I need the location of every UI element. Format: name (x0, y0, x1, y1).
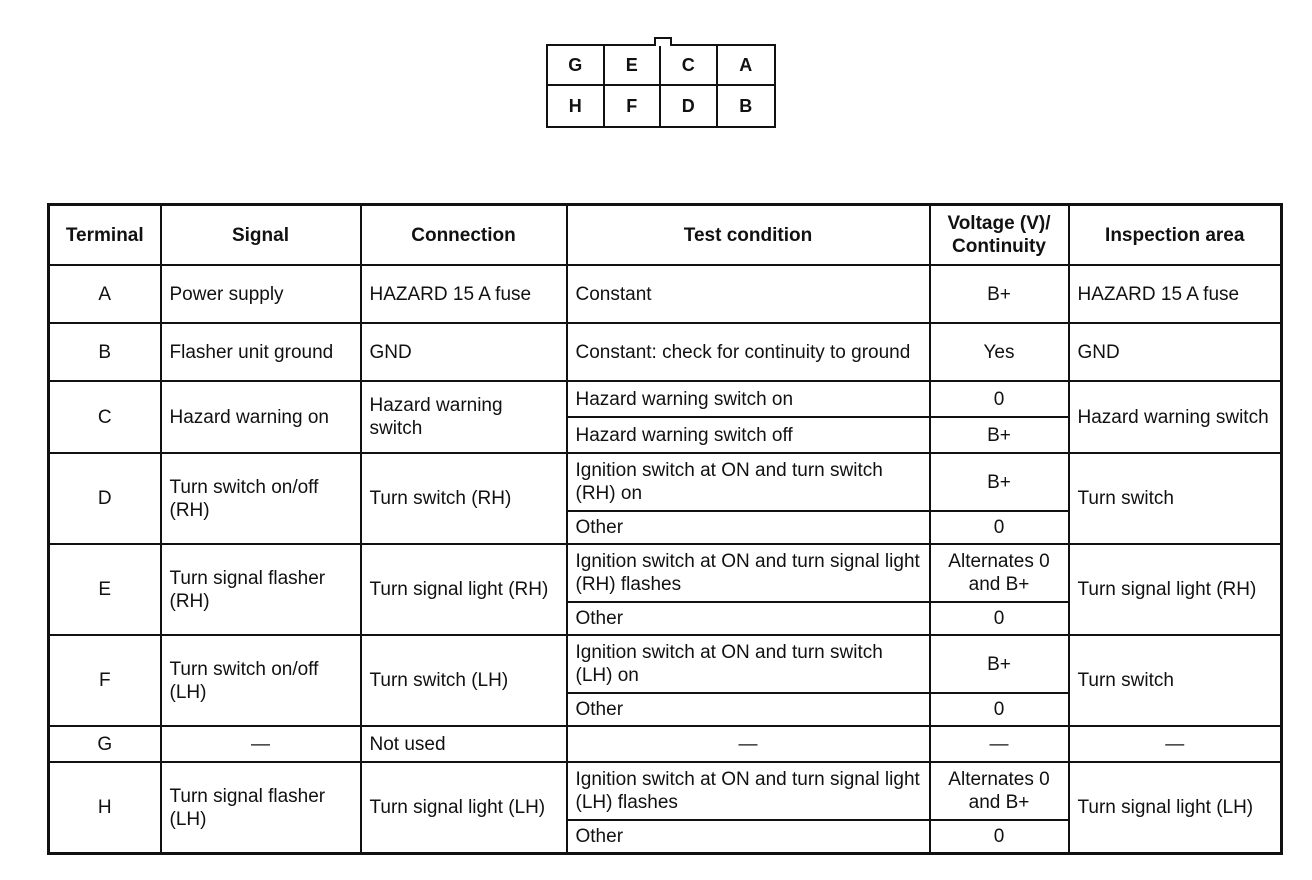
test-condition-cell: Other (567, 511, 930, 544)
connector-pin: E (605, 46, 662, 86)
connection-cell: GND (361, 323, 567, 381)
test-condition-cell: Constant: check for continuity to ground (567, 323, 930, 381)
inspection-area-cell: Hazard warning switch (1069, 381, 1282, 453)
voltage-cell: B+ (930, 417, 1069, 453)
terminal-cell: B (49, 323, 161, 381)
connector-pin: D (661, 86, 718, 126)
inspection-area-cell: Turn switch (1069, 453, 1282, 544)
test-condition-cell: Other (567, 602, 930, 635)
terminal-spec-table (47, 203, 1283, 855)
test-condition-cell: Hazard warning switch off (567, 417, 930, 453)
terminal-cell: G (49, 726, 161, 762)
inspection-area-cell: Turn signal light (LH) (1069, 762, 1282, 854)
connector-pin-grid (548, 46, 774, 126)
connector-pin: B (739, 95, 753, 116)
connector-pin: H (548, 86, 605, 126)
table-row (49, 265, 1282, 323)
table-row (49, 544, 1282, 602)
signal-cell: Flasher unit ground (161, 323, 361, 381)
connector-latch-tab (654, 37, 672, 46)
connection-cell: Turn switch (RH) (361, 453, 567, 544)
voltage-cell: Alternates 0 and B+ (930, 762, 1069, 820)
test-condition-cell: Ignition switch at ON and turn signal light (RH) flashes (567, 544, 930, 602)
test-condition-cell: Hazard warning switch on (567, 381, 930, 417)
signal-cell: Hazard warning on (161, 381, 361, 453)
signal-cell: Power supply (161, 265, 361, 323)
test-condition-cell: Other (567, 820, 930, 854)
signal-cell: Turn switch on/off (LH) (161, 635, 361, 726)
signal-cell: Turn signal flasher (LH) (161, 762, 361, 854)
voltage-cell: B+ (930, 635, 1069, 693)
header-test-condition: Test condition (567, 205, 930, 266)
connection-cell: HAZARD 15 A fuse (361, 265, 567, 323)
table-header-row (49, 205, 1282, 266)
voltage-cell: Alternates 0 and B+ (930, 544, 1069, 602)
terminal-cell: H (49, 762, 161, 854)
inspection-area-cell: Turn signal light (RH) (1069, 544, 1282, 635)
connector-pin: A (718, 46, 775, 86)
test-condition-cell: Ignition switch at ON and turn signal light (LH) flashes (567, 762, 930, 820)
table-row (49, 323, 1282, 381)
inspection-area-cell: HAZARD 15 A fuse (1069, 265, 1282, 323)
test-condition-cell: Constant (567, 265, 930, 323)
test-condition-cell: Other (567, 693, 930, 726)
voltage-cell: Yes (930, 323, 1069, 381)
table-row (49, 453, 1282, 511)
connector-diagram (546, 44, 776, 128)
signal-cell: — (161, 726, 361, 762)
header-voltage: Voltage (V)/ Continuity (930, 205, 1069, 266)
voltage-cell: 0 (930, 820, 1069, 854)
header-signal: Signal (161, 205, 361, 266)
voltage-cell: 0 (930, 693, 1069, 726)
terminal-cell: E (49, 544, 161, 635)
test-condition-cell: Ignition switch at ON and turn switch (LH) on (567, 635, 930, 693)
header-terminal: Terminal (49, 205, 161, 266)
table-row (49, 726, 1282, 762)
voltage-cell: B+ (930, 453, 1069, 511)
table-row (49, 381, 1282, 417)
terminal-cell: C (49, 381, 161, 453)
connector-pin: F (605, 86, 662, 126)
connection-cell: Hazard warning switch (361, 381, 567, 453)
voltage-cell: 0 (930, 511, 1069, 544)
header-inspection-area: Inspection area (1069, 205, 1282, 266)
voltage-cell: 0 (930, 381, 1069, 417)
voltage-cell: 0 (930, 602, 1069, 635)
test-condition-cell: — (567, 726, 930, 762)
connection-cell: Turn signal light (RH) (361, 544, 567, 635)
connection-cell: Turn signal light (LH) (361, 762, 567, 854)
voltage-cell: B+ (930, 265, 1069, 323)
inspection-area-cell: GND (1069, 323, 1282, 381)
connection-cell: Not used (361, 726, 567, 762)
inspection-area-cell: — (1069, 726, 1282, 762)
test-condition-cell: Ignition switch at ON and turn switch (RH) on (567, 453, 930, 511)
terminal-cell: A (49, 265, 161, 323)
connector-pin: C (661, 46, 718, 86)
signal-cell: Turn signal flasher (RH) (161, 544, 361, 635)
table-row (49, 762, 1282, 820)
terminal-cell: D (49, 453, 161, 544)
header-connection: Connection (361, 205, 567, 266)
signal-cell: Turn switch on/off (RH) (161, 453, 361, 544)
connection-cell: Turn switch (LH) (361, 635, 567, 726)
voltage-cell: — (930, 726, 1069, 762)
inspection-area-cell: Turn switch (1069, 635, 1282, 726)
terminal-cell: F (49, 635, 161, 726)
connector-pin: G (548, 46, 605, 86)
table-row (49, 635, 1282, 693)
